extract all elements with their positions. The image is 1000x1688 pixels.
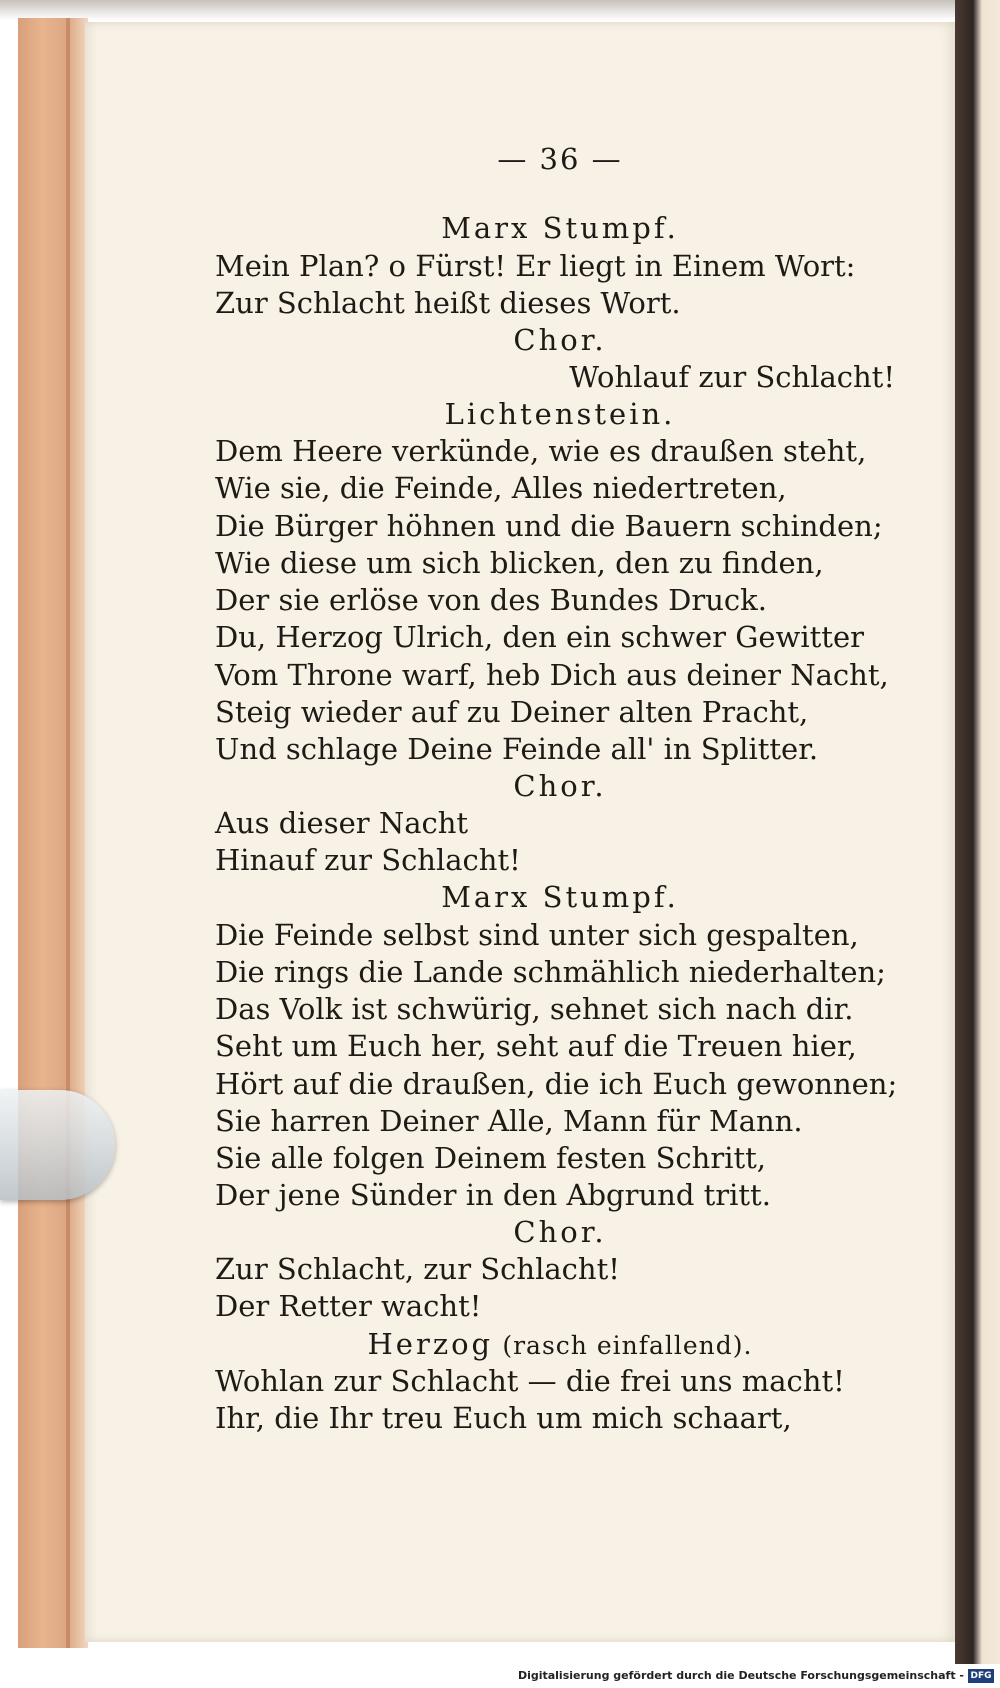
verse-line: Wie sie, die Feinde, Alles niedertreten, xyxy=(215,471,787,505)
speaker-name: Marx Stumpf. xyxy=(441,880,679,914)
verse-line: Und schlage Deine Feinde all' in Splitter. xyxy=(215,732,819,766)
page-clip xyxy=(0,1090,115,1200)
verse-line: Steig wieder auf zu Deiner alten Pracht, xyxy=(215,695,809,729)
verse-line: Hört auf die draußen, die ich Euch gewonnen; xyxy=(215,1067,898,1101)
footer-bar xyxy=(0,1666,1000,1688)
verse-line: Du, Herzog Ulrich, den ein schwer Gewitter xyxy=(215,620,864,654)
book-page xyxy=(85,22,955,1642)
verse-line: Die Feinde selbst sind unter sich gespalten, xyxy=(215,918,859,952)
verse-line: Wie diese um sich blicken, den zu finden, xyxy=(215,546,824,580)
stage-direction: (rasch einfallend). xyxy=(502,1331,753,1360)
verse-line: Mein Plan? o Fürst! Er liegt in Einem Wort: xyxy=(215,249,856,283)
verse-line: Die rings die Lande schmählich niederhalten; xyxy=(215,955,886,989)
verse-line: Der sie erlöse von des Bundes Druck. xyxy=(215,583,767,617)
page-edge-stripe xyxy=(66,18,70,1648)
speaker-name: Herzog xyxy=(367,1327,494,1361)
verse-line: Dem Heere verkünde, wie es draußen steht, xyxy=(215,434,867,468)
page-edge-stack xyxy=(18,18,88,1648)
verse-line: Das Volk ist schwürig, sehnet sich nach dir. xyxy=(215,992,854,1026)
verse-line: Sie harren Deiner Alle, Mann für Mann. xyxy=(215,1104,803,1138)
verse-line: Zur Schlacht heißt dieses Wort. xyxy=(215,286,681,320)
verse-line: Zur Schlacht, zur Schlacht! xyxy=(215,1252,620,1286)
verse-line: Die Bürger höhnen und die Bauern schinden; xyxy=(215,509,883,543)
verse-line: Sie alle folgen Deinem festen Schritt, xyxy=(215,1141,767,1175)
page-number: — 36 — xyxy=(497,142,623,176)
verse-line: Vom Throne warf, heb Dich aus deiner Nacht, xyxy=(215,658,889,692)
speaker-with-direction xyxy=(215,1327,905,1361)
verse-line: Wohlan zur Schlacht — die frei uns macht! xyxy=(215,1364,845,1398)
verse-line: Wohlauf zur Schlacht! xyxy=(569,360,895,394)
book-gutter xyxy=(955,0,1000,1664)
speaker-name: Lichtenstein. xyxy=(444,397,676,431)
speaker-name: Chor. xyxy=(513,769,607,803)
speaker-name: Chor. xyxy=(513,323,607,357)
verse-line: Aus dieser Nacht xyxy=(215,806,469,840)
speaker-name: Chor. xyxy=(513,1215,607,1249)
verse-line: Der Retter wacht! xyxy=(215,1289,482,1323)
dfg-logo-icon: DFG xyxy=(968,1669,994,1683)
scan-top-shadow xyxy=(0,0,1000,20)
speaker-name: Marx Stumpf. xyxy=(441,211,679,245)
verse-line: Der jene Sünder in den Abgrund tritt. xyxy=(215,1178,771,1212)
digitization-credit: Digitalisierung gefördert durch die Deutsche Forschungsgemeinschaft - xyxy=(517,1669,964,1682)
verse-line: Seht um Euch her, seht auf die Treuen hier, xyxy=(215,1029,857,1063)
verse-line: Ihr, die Ihr treu Euch um mich schaart, xyxy=(215,1401,792,1435)
verse-line: Hinauf zur Schlacht! xyxy=(215,843,521,877)
